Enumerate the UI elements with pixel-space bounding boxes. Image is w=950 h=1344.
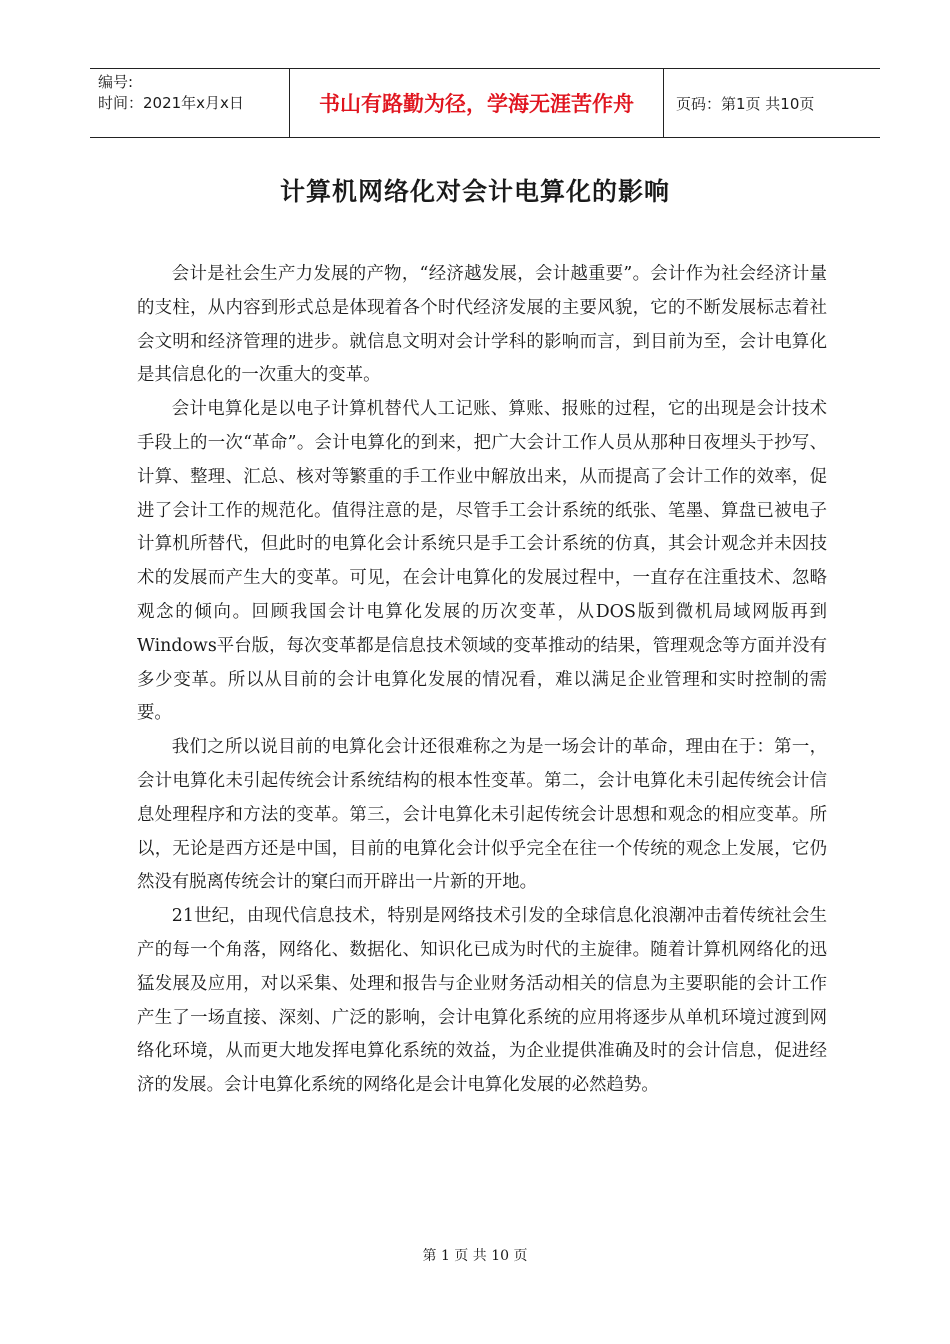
page-header <box>90 68 880 138</box>
document-number: 编号: <box>98 73 134 91</box>
document-body <box>137 258 827 1103</box>
paragraph: 会计电算化是以电子计算机替代人工记账、算账、报账的过程，它的出现是会计技术手段上的一次“革命”。会计电算化的到来，把广大会计工作人员从那种日夜埋头于抄写、计算、整理、汇总、核对等繁重的手工作业中解放出来，从而提高了会计工作的效率，促进了会计工作的规范化。值得注意的是，尽管手工会计系统的纸张、笔墨、算盘已被电子计算机所替代，但此时的电算化会计系统只是手工会计系统的仿真，其会计观念并未因技术的发展而产生大的变革。可见，在会计电算化的发展过程中，一直存在注重技术、忽略观念的倾向。回顾我国会计电算化发展的历次变革，从DOS版到微机局域网版再到Windows平台版，每次变革都是信息技术领域的变革推动的结果，管理观念等方面并没有多少变革。所以从目前的会计电算化发展的情况看，难以满足企业管理和实时控制的需要。 <box>137 399 827 724</box>
paragraph: 我们之所以说目前的电算化会计还很难称之为是一场会计的革命，理由在于：第一，会计电算化未引起传统会计系统结构的根本性变革。第二，会计电算化未引起传统会计信息处理程序和方法的变革。第三，会计电算化未引起传统会计思想和观念的相应变革。所以，无论是西方还是中国，目前的电算化会计似乎完全在往一个传统的观念上发展，它仍然没有脱离传统会计的窠臼而开辟出一片新的开地。 <box>137 737 827 893</box>
paragraph: 会计是社会生产力发展的产物，“经济越发展，会计越重要”。会计作为社会经济计量的支柱，从内容到形式总是体现着各个时代经济发展的主要风貌，它的不断发展标志着社会文明和经济管理的进步。就信息文明对会计学科的影响而言，到目前为至，会计电算化是其信息化的一次重大的变革。 <box>137 264 827 386</box>
paragraph: 21世纪，由现代信息技术，特别是网络技术引发的全球信息化浪潮冲击着传统社会生产的每一个角落，网络化、数据化、知识化已成为时代的主旋律。随着计算机网络化的迅猛发展及应用，对以采集、处理和报告与企业财务活动相关的信息为主要职能的会计工作产生了一场直接、深刻、广泛的影响，会计电算化系统的应用将逐步从单机环境过渡到网络化环境，从而更大地发挥电算化系统的效益，为企业提供准确及时的会计信息，促进经济的发展。会计电算化系统的网络化是会计电算化发展的必然趋势。 <box>137 906 827 1096</box>
document-title: 计算机网络化对会计电算化的影响 <box>279 177 670 206</box>
document-time: 时间：2021年x月x日 <box>98 94 244 112</box>
header-meta <box>90 69 290 137</box>
header-page-info: 页码：第1页 共10页 <box>676 94 815 113</box>
page-footer: 第 1 页 共 10 页 <box>422 1248 528 1264</box>
header-motto: 书山有路勤为径，学海无涯苦作舟 <box>290 69 664 137</box>
